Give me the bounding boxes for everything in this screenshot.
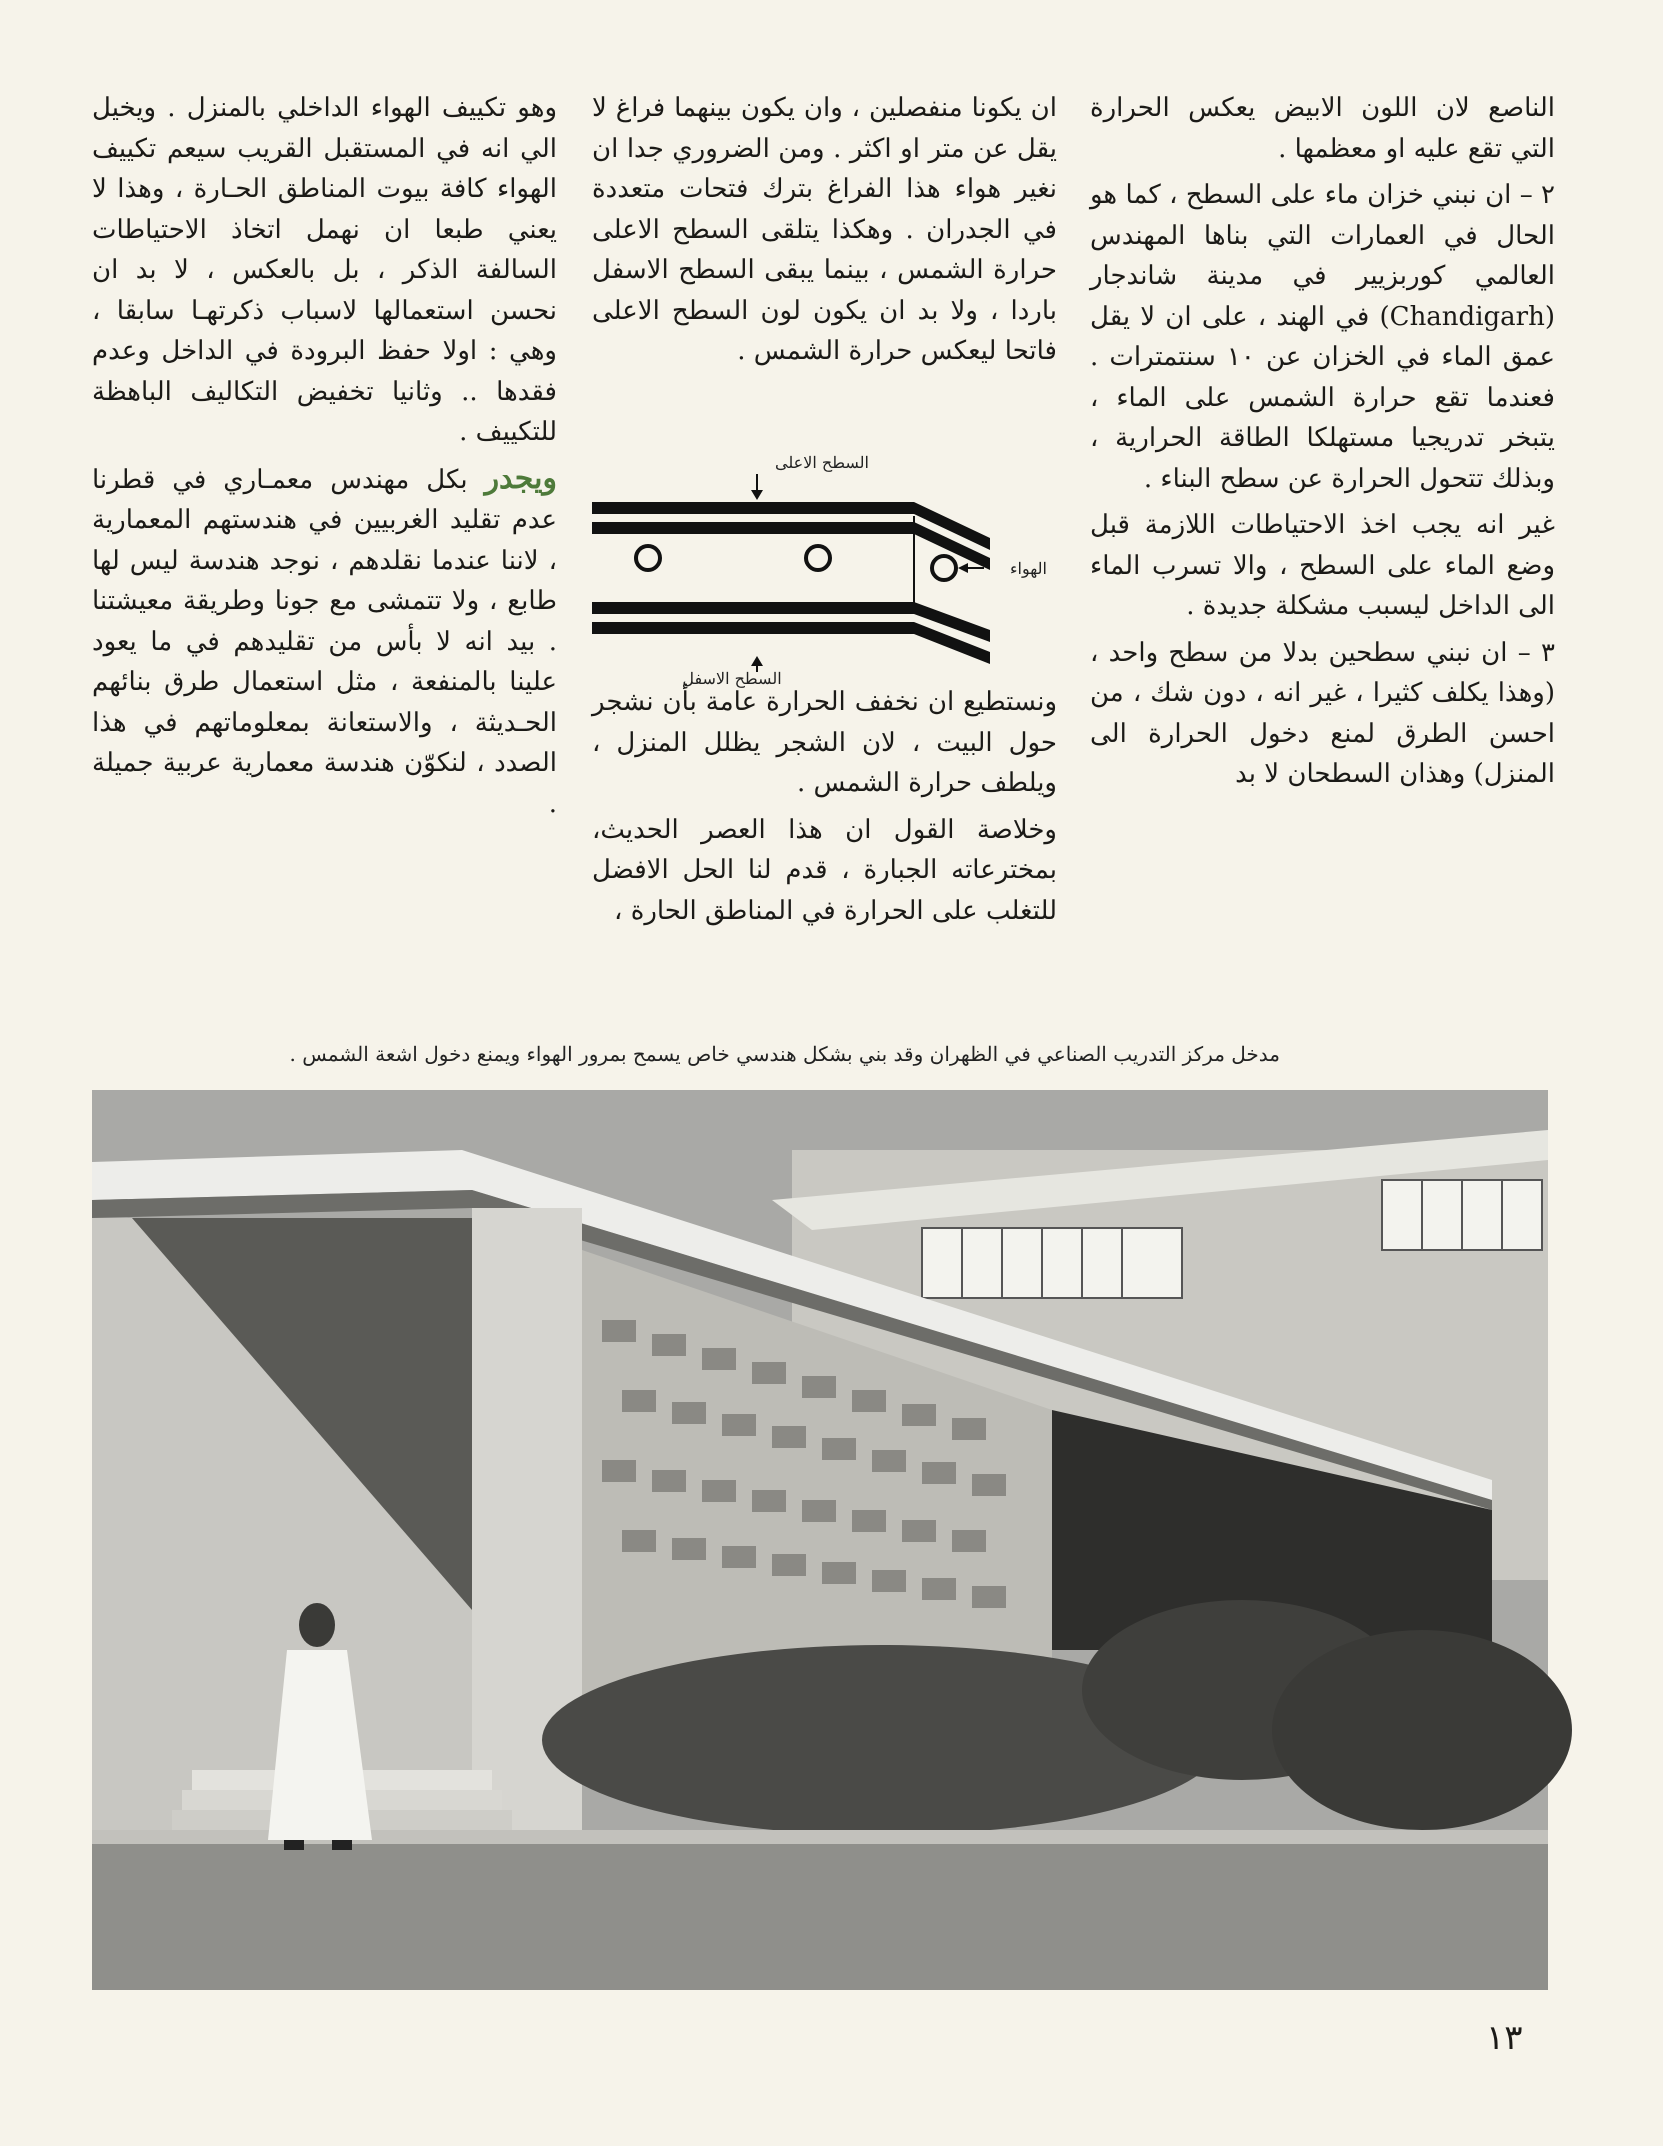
paragraph: الناصع لان اللون الابيض يعكس الحرارة التي تقع عليه او معظمها . — [1090, 93, 1555, 164]
diagram-label-upper-roof: السطح الاعلى — [775, 453, 869, 472]
paragraph: ٣ – ان نبني سطحين بدلا من سطح واحد ، (وهذا يكلف كثيرا ، غير انه ، دون شك ، من احسن الطرق لمنع دخول الحرارة الى المنزل) وهذان السطحان لا بد — [1090, 637, 1555, 789]
paragraph: ونستطيع ان نخفف الحرارة عامة بأن نشجر حول البيت ، لان الشجر يظلل المنزل ، ويلطف حرارة الشمس . — [592, 687, 1057, 798]
text-column-middle — [592, 88, 1057, 378]
building-photo — [92, 1090, 1548, 1990]
air-opening-icon — [636, 546, 660, 570]
paragraph: ان يكونا منفصلين ، وان يكون بينهما فراغ لا يقل عن متر او اكثر . ومن الضروري جدا ان نغير هواء هذا الفراغ بترك فتحات متعددة في الجدران . وهكذا يتلقى السطح الاعلى حرارة الشمس ، بينما يبقى السطح الاسفل باردا ، ولا بد ان يكون لون السطح الاعلى فاتحا ليعكس حرارة الشمس . — [592, 93, 1057, 366]
paragraph: وخلاصة القول ان هذا العصر الحديث، بمخترعاته الجبارة ، قدم لنا الحل الافضل للتغلب على الحرارة في المناطق الحارة ، — [592, 814, 1057, 926]
text-column-middle-lower — [592, 682, 1057, 937]
double-roof-diagram — [592, 446, 1047, 666]
photo-caption: مدخل مركز التدريب الصناعي في الظهران وقد بني بشكل هندسي خاص يسمح بمرور الهواء ويمنع دخول اشعة الشمس . — [289, 1042, 1280, 1066]
diagram-label-air: الهواء — [1010, 559, 1047, 578]
highlight-word: ويجدر — [484, 460, 557, 496]
text-column-right — [1090, 88, 1555, 801]
diagram-label-lower-roof: السطح الاسفل — [682, 669, 782, 688]
text-column-left — [92, 88, 557, 830]
air-opening-icon — [806, 546, 830, 570]
page-number: ١٣ — [1486, 2018, 1523, 2058]
paragraph-text: بكل مهندس معمـاري في قطرنا عدم تقليد الغربيين في هندستهم المعمارية ، لاننا عندما نقلدهم ، نوجد هندسة ليس لها طابع ، ولا تتمشى مع جونا وطريقة معيشتنا . بيد انه لا بأس من تقليدهم في ما يعود علينا بالمنفعة ، مثل استعمال طرق بنائهم الحـديثة ، والاستعانة بمعلوماتهم في هذا الصدد ، لنكوّن هندسة معمارية عربية جميلة . — [92, 464, 557, 819]
paragraph — [92, 459, 557, 825]
paragraph: وهو تكييف الهواء الداخلي بالمنزل . ويخيل الي انه في المستقبل القريب سيعم تكييف الهواء كافة بيوت المناطق الحـارة ، وهذا لا يعني طبعا ان نهمل اتخاذ الاحتياطات السالفة الذكر ، بل بالعكس ، لا بد ان نحسن استعمالها لاسباب ذكرتهـا سابقا ، وهي : اولا حفظ البرودة في الداخل وعدم فقدها .. وثانيا تخفيض التكاليف الباهظة للتكييف . — [92, 93, 557, 447]
paragraph: غير انه يجب اخذ الاحتياطات اللازمة قبل وضع الماء على السطح ، والا تسرب الماء الى الداخل ليسبب مشكلة جديدة . — [1090, 510, 1555, 621]
air-opening-icon — [932, 556, 956, 580]
paragraph: ٢ – ان نبني خزان ماء على السطح ، كما هو الحال في العمارات التي بناها المهندس العالمي كوربزيير في مدينة شاندجار (Chandigarh) في الهند ، على ان لا يقل عمق الماء في الخزان عن ١٠ سنتمترات . فعندما تقع حرارة الشمس على الماء ، يتبخر تدريجيا مستهلكا الطاقة الحرارية ، وبذلك تتحول الحرارة عن سطح البناء . — [1090, 180, 1555, 494]
